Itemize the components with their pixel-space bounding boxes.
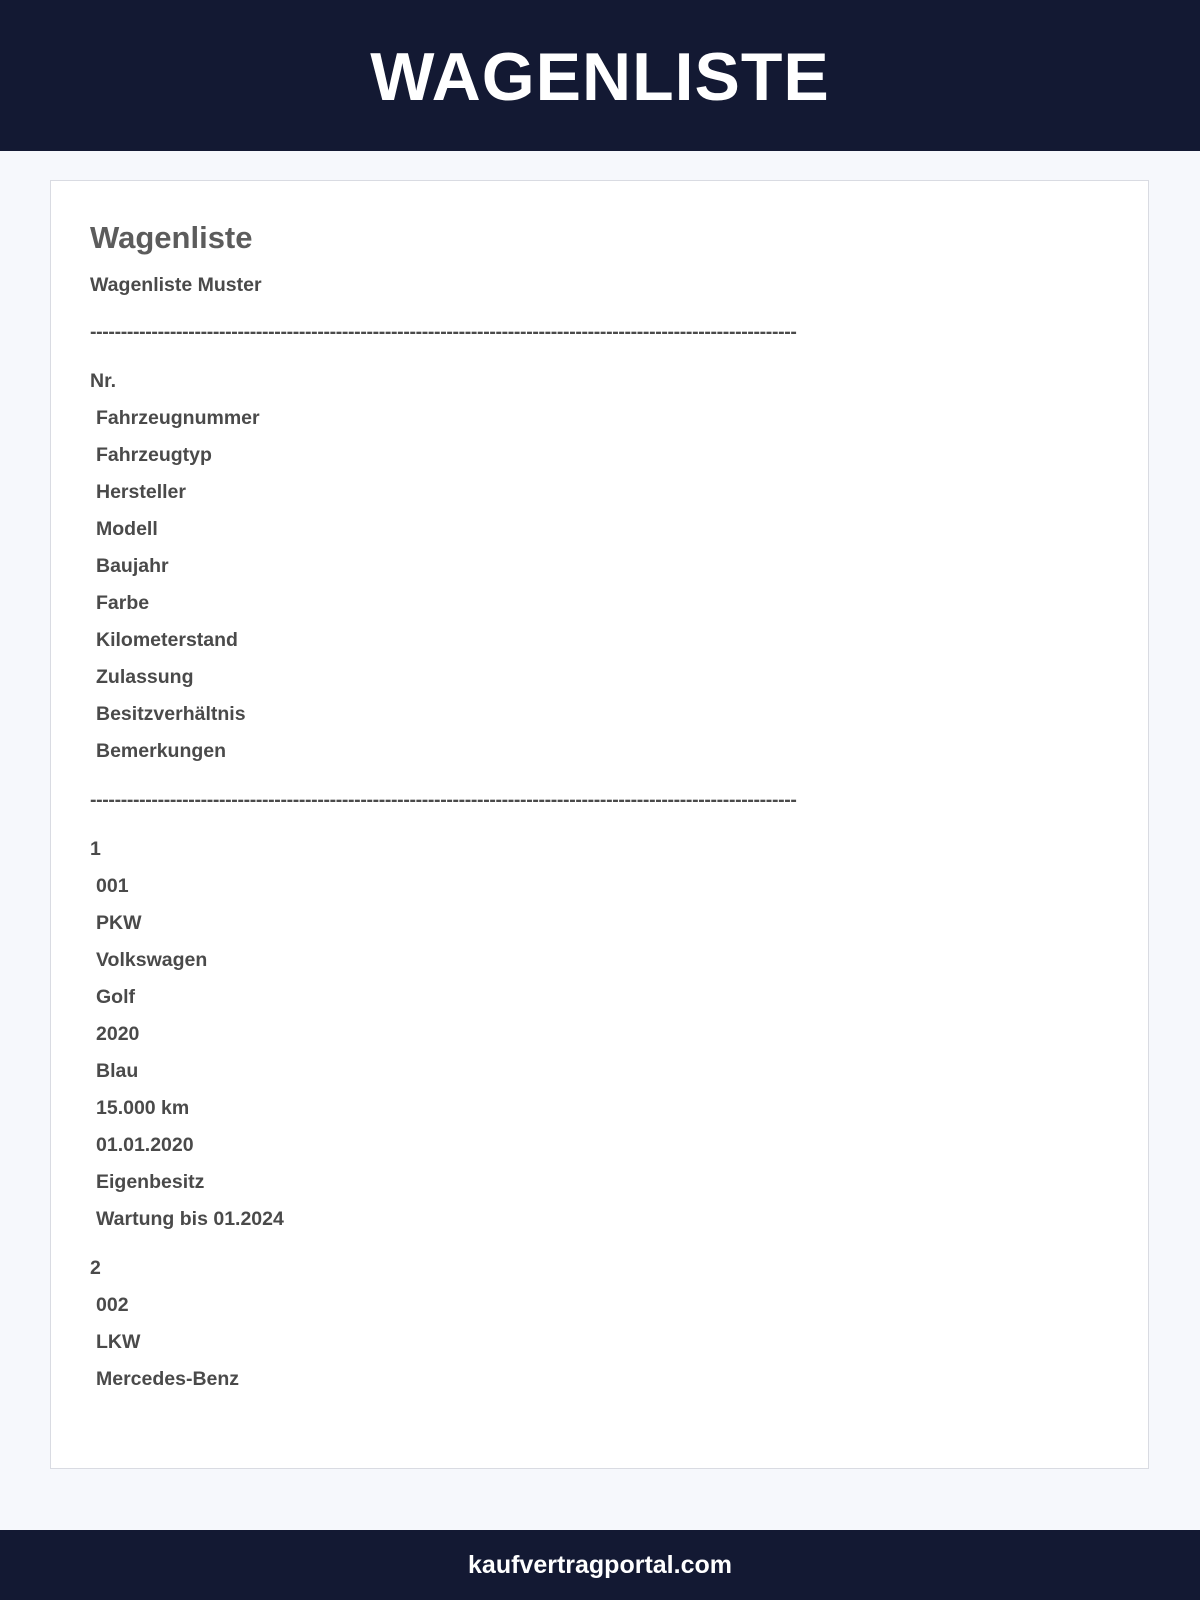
entry-2-field: Mercedes-Benz bbox=[96, 1368, 240, 1390]
header-field-modell: Modell bbox=[96, 518, 158, 540]
divider-middle: ------------------------------------------------------------------------------------------------------------------- bbox=[90, 789, 797, 811]
bottom-banner bbox=[0, 1530, 1200, 1600]
header-field-besitzverhaeltnis: Besitzverhältnis bbox=[96, 703, 246, 725]
entry-1-field: Golf bbox=[96, 986, 135, 1008]
divider-top: ------------------------------------------------------------------------------------------------------------------- bbox=[90, 321, 797, 343]
entry-2-field: 002 bbox=[96, 1294, 129, 1316]
entry-1-field: 2020 bbox=[96, 1023, 140, 1045]
header-field-baujahr: Baujahr bbox=[96, 555, 169, 577]
top-banner bbox=[0, 0, 1200, 151]
entry-1-field: Wartung bis 01.2024 bbox=[96, 1208, 284, 1230]
entry-1-field: Eigenbesitz bbox=[96, 1171, 205, 1193]
entry-1-field: 01.01.2020 bbox=[96, 1134, 194, 1156]
header-field-kilometerstand: Kilometerstand bbox=[96, 629, 238, 651]
footer-site-link[interactable]: kaufvertragportal.com bbox=[468, 1550, 732, 1579]
entry-1-field: 15.000 km bbox=[96, 1097, 190, 1119]
entry-1-field: 001 bbox=[96, 875, 129, 897]
entry-1-field: Volkswagen bbox=[96, 949, 208, 971]
header-field-hersteller: Hersteller bbox=[96, 481, 186, 503]
header-field-farbe: Farbe bbox=[96, 592, 150, 614]
entry-1-field: PKW bbox=[96, 912, 142, 934]
header-nr: Nr. bbox=[90, 370, 117, 392]
header-field-fahrzeugnummer: Fahrzeugnummer bbox=[96, 407, 260, 429]
document-heading: Wagenliste bbox=[90, 220, 253, 255]
document-subtitle: Wagenliste Muster bbox=[90, 274, 262, 296]
header-field-bemerkungen: Bemerkungen bbox=[96, 740, 227, 762]
entry-1-field: Blau bbox=[96, 1060, 139, 1082]
entry-2-nr: 2 bbox=[90, 1257, 101, 1279]
header-field-zulassung: Zulassung bbox=[96, 666, 194, 688]
entry-2-field: LKW bbox=[96, 1331, 141, 1353]
entry-1-nr: 1 bbox=[90, 838, 101, 860]
document-card bbox=[50, 180, 1149, 1469]
banner-title: WAGENLISTE bbox=[370, 38, 830, 115]
header-field-fahrzeugtyp: Fahrzeugtyp bbox=[96, 444, 212, 466]
